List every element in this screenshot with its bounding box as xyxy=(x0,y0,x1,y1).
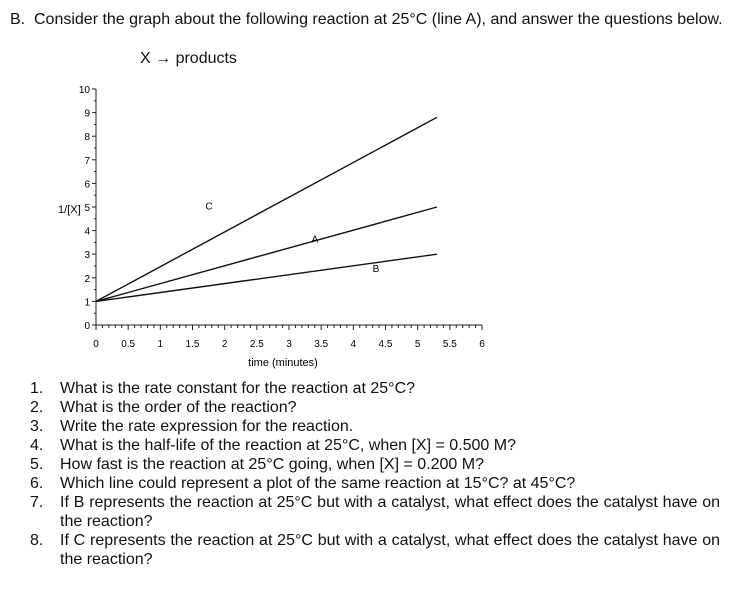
x-tick-label: 1.5 xyxy=(185,339,200,350)
question-item xyxy=(30,417,720,436)
question-number: 7. xyxy=(30,494,44,511)
question-number: 8. xyxy=(30,532,44,549)
question-number: 3. xyxy=(30,418,44,435)
y-axis-label: 1/[X] xyxy=(58,204,81,216)
y-tick-label: 8 xyxy=(84,132,90,144)
x-tick-label: 4 xyxy=(350,339,357,350)
question-item xyxy=(30,398,720,417)
question-text: What is the order of the reaction? xyxy=(60,399,297,416)
question-item xyxy=(30,474,720,493)
x-tick-label: 0.5 xyxy=(121,339,136,350)
y-tick-label: 5 xyxy=(84,203,90,214)
question-item xyxy=(30,493,720,531)
question-text: Which line could represent a plot of the same reaction at 15°C? at 45°C? xyxy=(60,475,576,492)
y-tick-label: 9 xyxy=(84,108,90,120)
question-text: What is the half-life of the reaction at 25°C, when [X] = 0.500 M? xyxy=(60,437,516,454)
section-label: B. xyxy=(10,11,26,28)
y-tick-label: 6 xyxy=(84,179,90,191)
question-text: If C represents the reaction at 25°C but with a catalyst, what effect does the catalyst have on the reaction? xyxy=(60,532,720,568)
question-item xyxy=(30,531,720,569)
series-label-b: B xyxy=(372,263,380,275)
series-line-b xyxy=(96,254,437,301)
section-intro-text: Consider the graph about the following reaction at 25°C (line A), and answer the questions below. xyxy=(34,11,723,28)
question-number: 1. xyxy=(30,380,44,397)
question-text: If B represents the reaction at 25°C but with a catalyst, what effect does the catalyst have on the reaction? xyxy=(60,494,720,530)
series-label-c: C xyxy=(205,201,213,213)
x-tick-label: 5 xyxy=(414,339,421,350)
x-tick-label: 0 xyxy=(93,339,99,350)
y-tick-label: 1 xyxy=(84,297,90,309)
y-tick-label: 10 xyxy=(78,85,90,96)
chart-series xyxy=(96,117,437,301)
question-list xyxy=(30,379,720,569)
x-tick-label: 3 xyxy=(286,339,292,350)
series-line-c xyxy=(96,117,437,301)
question-text: What is the rate constant for the reaction at 25°C? xyxy=(60,380,416,397)
x-tick-label: 3.5 xyxy=(314,339,329,350)
question-number: 4. xyxy=(30,437,44,454)
x-tick-label: 6 xyxy=(479,339,485,350)
x-axis-label: time (minutes) xyxy=(248,357,318,369)
x-tick-label: 2.5 xyxy=(249,339,264,350)
y-tick-label: 3 xyxy=(84,250,90,262)
question-item xyxy=(30,379,720,398)
series-line-a xyxy=(96,207,437,301)
x-tick-label: 4.5 xyxy=(378,339,393,350)
y-tick-label: 4 xyxy=(84,226,90,238)
question-item xyxy=(30,455,720,474)
y-tick-label: 2 xyxy=(84,273,90,285)
x-tick-label: 5.5 xyxy=(442,339,457,350)
series-label-a: A xyxy=(311,234,319,246)
question-number: 2. xyxy=(30,399,44,416)
question-number: 6. xyxy=(30,475,44,492)
y-tick-label: 7 xyxy=(84,155,90,167)
y-tick-label: 0 xyxy=(84,321,90,332)
question-item xyxy=(30,436,720,455)
x-tick-label: 2 xyxy=(221,339,228,350)
question-text: Write the rate expression for the reaction. xyxy=(60,418,354,435)
question-text: How fast is the reaction at 25°C going, when [X] = 0.200 M? xyxy=(60,456,484,473)
question-number: 5. xyxy=(30,456,44,473)
x-tick-label: 1 xyxy=(157,339,164,350)
reaction-equation: X → products xyxy=(140,50,237,67)
